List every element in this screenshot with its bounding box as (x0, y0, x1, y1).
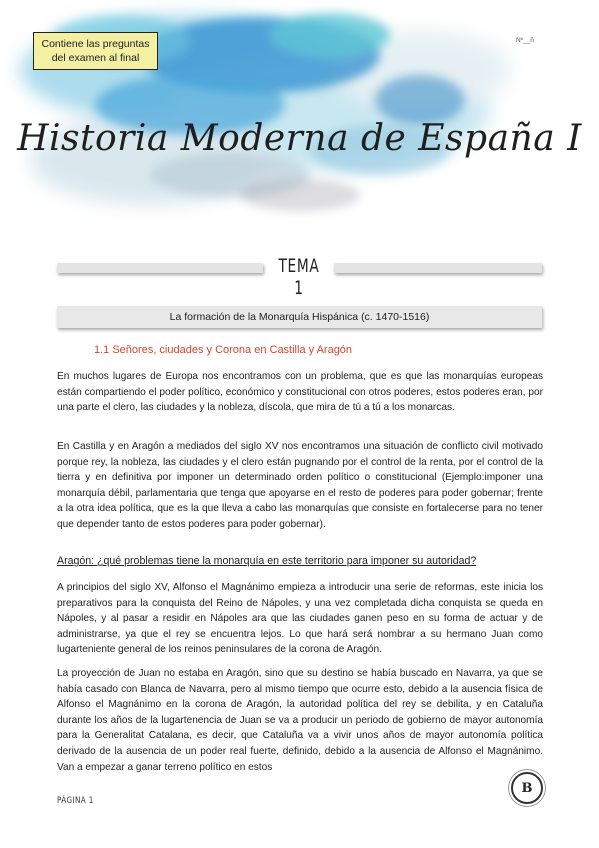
section-title-box (57, 306, 542, 328)
badge-letter: B (521, 780, 533, 796)
paragraph: La proyección de Juan no estaba en Aragón, sino que su destino se había buscado en Navarra, ya que se había casado con Blanca de Navarra, pero al mismo tiempo que ocurre esto, debido a la ausencia física de Alfonso el Magnánimo en la corona de Aragón, la autoridad política del rey se debilita, y en Cataluña durante los años de la lugartenencia de Juan se va a producir un periodo de gobierno de mayor autonomía para la Generalitat Catalana, es decir, que Cataluña va a vivir unos años de mayor autonomía política derivado de la ausencia de un poder real fuerte, definido, debido a la ausencia de Alfonso el Magnánimo. Van a empezar a ganar terreno político en estos (57, 668, 543, 773)
page-number: PÁGINA 1 (57, 796, 94, 806)
subheading: 1.1 Señores, ciudades y Corona en Castilla y Aragón (94, 344, 353, 356)
brand-seal-logo (511, 772, 543, 804)
question-heading: Aragón: ¿qué problemas tiene la monarquía en este territorio para imponer su autoridad? (57, 555, 477, 567)
tema-divider-left (57, 263, 263, 273)
document-title: Historia Moderna de España I (17, 118, 582, 159)
section-title: La formación de la Monarquía Hispánica (c. 1470-1516) (169, 311, 430, 323)
note-line-1: Contiene las preguntas (41, 38, 150, 50)
corner-mark: Nº__ñ (516, 37, 534, 44)
tema-divider-right (334, 263, 542, 273)
paragraph: En Castilla y en Aragón a mediados del siglo XV nos encontramos una situación de conflicto civil motivado porque rey, la nobleza, las ciudades y el clero están pugnando por el control de la renta, por el control de la tierra y en definitiva por imponer un determinado orden político o constitucional (Ejemplo:imponer una monarquía débil, parlamentaria que tenga que apoyarse en el resto de poderes para poder gobernar; frente a la otra idea política, que es la que lleva a cabo las monarquías que consiste en fortalecerse para no tener que depender tanto de estos poderes para poder gobernar). (57, 441, 543, 530)
note-line-2: del examen al final (51, 52, 140, 64)
paragraph: En muchos lugares de Europa nos encontramos con un problema, que es que las monarquías europeas están compartiendo el poder político, económico y constitucional con otros poderes, estos poderes eran, por una parte el clero, las ciudades y la nobleza, díscola, que mira de tú a tú a los monarcas. (57, 371, 543, 414)
exam-questions-note (33, 32, 158, 70)
tema-heading: TEMA 1 (278, 255, 320, 299)
paragraph: A principios del siglo XV, Alfonso el Magnánimo empieza a introducir una serie de reformas, este inicia los preparativos para la conquista del Reino de Nápoles, y una vez completada dicha conquista se queda en Nápoles, y al pasar a residir en Nápoles ara que las ciudades ganen peso en su forma de actuar y de administrarse, ya que el rey se encuentra lejos. Lo que hará será nombrar a su hermano Juan como lugarteniente general de los reinos peninsulares de la corona de Aragón. (57, 582, 543, 656)
